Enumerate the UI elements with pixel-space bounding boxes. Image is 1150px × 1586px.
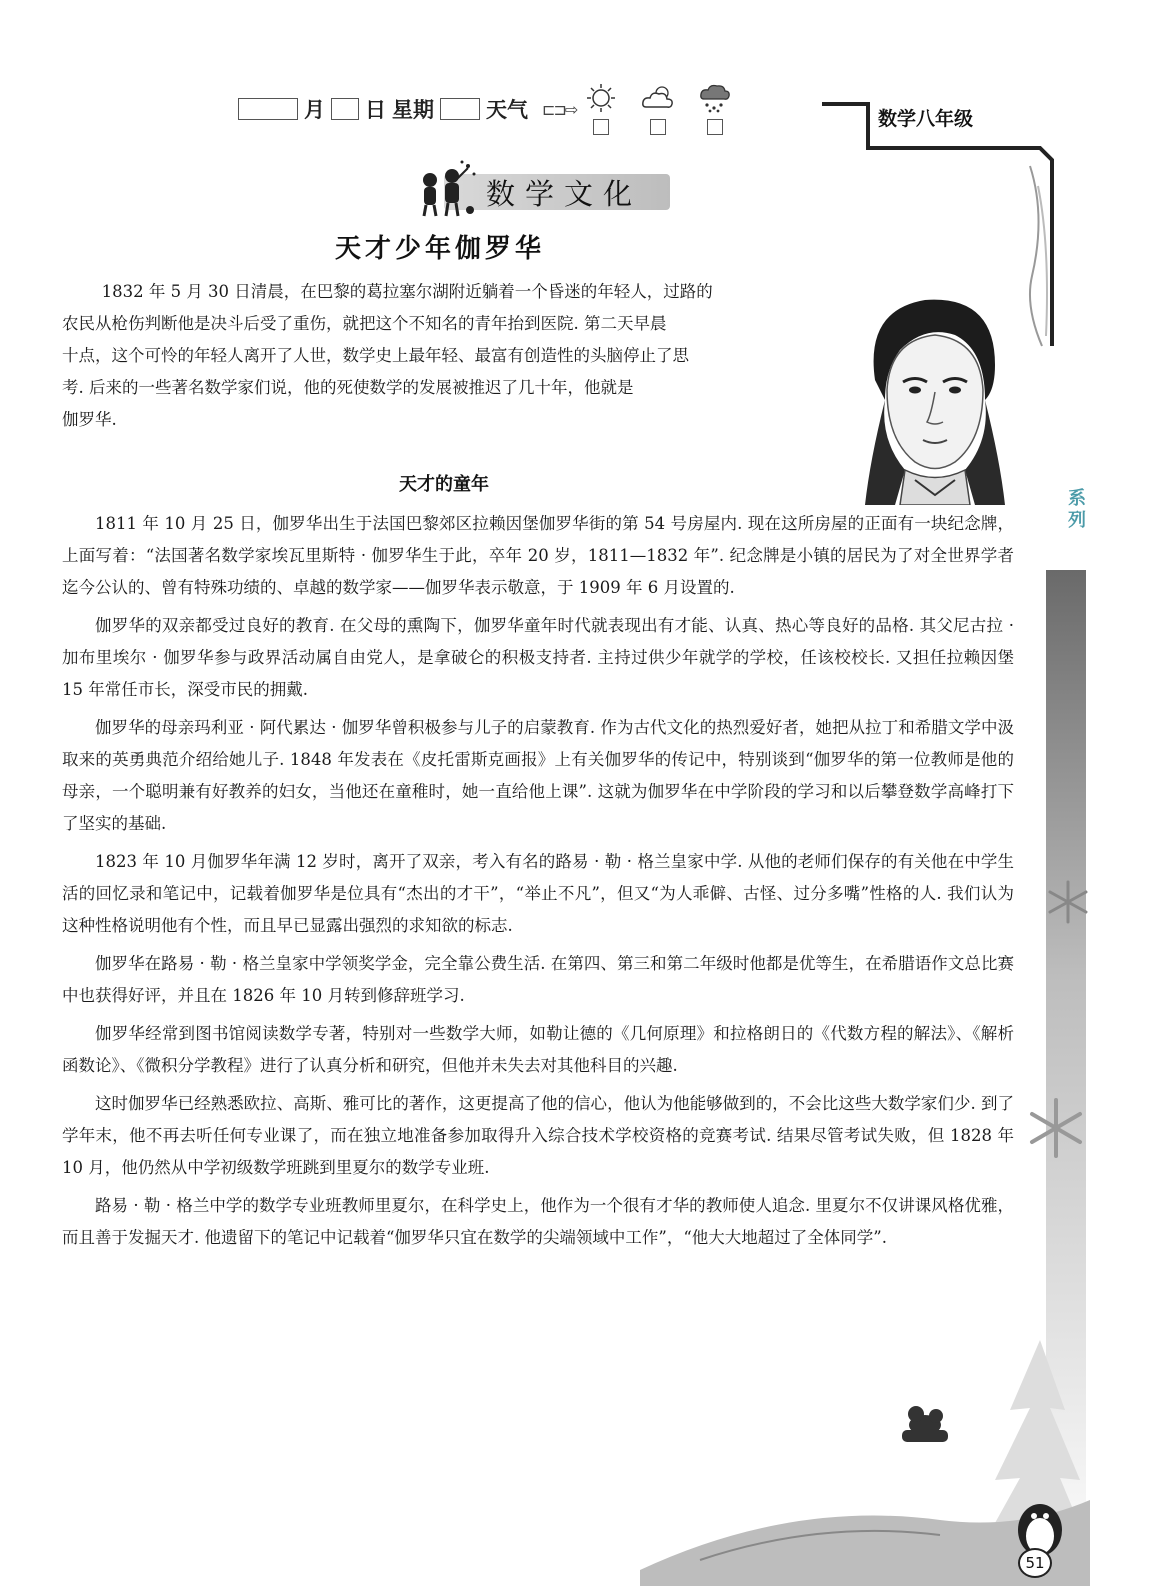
intro-line: 十点，这个可怜的年轻人离开了人世，数学史上最年轻、最富有创造性的头脑停止了思 (62, 346, 689, 365)
series-side-label: 系列 (1068, 488, 1086, 531)
section-title: 数学文化 (486, 177, 643, 211)
intro-paragraph (62, 276, 826, 436)
intro-line: 伽罗华. (62, 410, 117, 429)
day-label: 日 (365, 98, 386, 122)
body-paragraph: 伽罗华经常到图书馆阅读数学专著，特别对一些数学大师，如勒让德的《几何原理》和拉格朗日的《代数方程的解法》、《解析函数论》、《微积分学教程》进行了认真分析和研究，但他并未失去对其他科目的兴趣. (62, 1024, 1014, 1075)
day-box[interactable] (331, 98, 359, 120)
body-paragraph: 1811 年 10 月 25 日，伽罗华出生于法国巴黎郊区拉赖因堡伽罗华街的第 54 号房屋内. 现在这所房屋的正面有一块纪念牌，上面写着：“法国著名数学家埃瓦里斯特 · 伽罗华生于此，卒年 20 岁，1811—1832 年”. 纪念牌是小镇的居民为了对全世界学者迄今公认的、曾有特殊功绩的、卓越的数学家——伽罗华表示敬意，于 1909 年 6 月设置的. (62, 514, 1014, 597)
intro-line: 农民从枪伤判断他是决斗后受了重伤，就把这个不知名的青年抬到医院. 第二天早晨 (62, 314, 667, 333)
snow-cloud-icon (698, 83, 732, 113)
snowflake-icon (1046, 880, 1090, 924)
weekday-label: 星期 (392, 98, 434, 122)
article-title: 天才少年伽罗华 (334, 234, 545, 264)
cloudy-checkbox[interactable] (650, 119, 666, 135)
galois-portrait (845, 280, 1015, 505)
subheading: 天才的童年 (399, 474, 489, 495)
weather-option-cloudy[interactable] (640, 83, 676, 135)
body-paragraph: 伽罗华的母亲玛利亚 · 阿代累达 · 伽罗华曾积极参与儿子的启蒙教育. 作为古代文化的热烈爱好者，她把从拉丁和希腊文学中汲取来的英勇典范介绍给她儿子. 1848 年发表在《皮托雷斯克画报》上有关伽罗华的传记中，特别谈到“伽罗华的第一位教师是他的母亲，一个聪明兼有好教养的妇女，当他还在童稚时，她一直给他上课”. 这就为伽罗华在中学阶段的学习和以后攀登数学高峰打下了坚实的基础. (62, 718, 1014, 833)
sun-checkbox[interactable] (593, 119, 609, 135)
cloud-icon (640, 83, 676, 113)
arrow-icon: ⊏⊐⇨ (542, 99, 577, 119)
month-label: 月 (304, 98, 325, 122)
sun-icon (584, 83, 618, 113)
intro-line: 1832 年 5 月 30 日清晨，在巴黎的葛拉塞尔湖附近躺着一个昏迷的年轻人，过路的 (101, 282, 713, 301)
weekday-box[interactable] (440, 98, 480, 120)
snow-checkbox[interactable] (707, 119, 723, 135)
snowflake-icon (1024, 1096, 1088, 1160)
weather-option-snow[interactable] (698, 83, 732, 135)
weather-label: 天气 (486, 98, 528, 122)
body-paragraph: 这时伽罗华已经熟悉欧拉、高斯、雅可比的著作，这更提高了他的信心，他认为他能够做到的，不会比这些大数学家们少. 到了学年末，他不再去听任何专业课了，而在独立地准备参加取得升入综合技术学校资格的竞赛考试. 结果尽管考试失败，但 1828 年 10 月，他仍然从中学初级数学班跳到里夏尔的数学专业班. (62, 1094, 1014, 1177)
weather-option-sun[interactable] (584, 83, 618, 135)
section-banner (414, 158, 674, 220)
people-watching-stars-icon (414, 158, 480, 220)
page-number: 51 (1018, 1548, 1052, 1578)
article-body (62, 508, 1014, 1260)
body-paragraph: 1823 年 10 月伽罗华年满 12 岁时，离开了双亲，考入有名的路易 · 勒 · 格兰皇家中学. 从他的老师们保存的有关他在中学生活的回忆录和笔记中，记载着伽罗华是位具有“杰出的才干”，“举止不凡”，但又“为人乖僻、古怪、过分多嘴”性格的人. 我们认为这种性格说明他有个性，而且早已显露出强烈的求知欲的标志. (62, 852, 1014, 935)
body-paragraph: 伽罗华在路易 · 勒 · 格兰皇家中学领奖学金，完全靠公费生活. 在第四、第三和第二年级时他都是优等生，在希腊语作文总比赛中也获得好评，并且在 1826 年 10 月转到修辞班学习. (62, 954, 1014, 1005)
grade-label: 数学八年级 (878, 108, 974, 130)
date-weather-line (238, 94, 754, 124)
body-paragraph: 伽罗华的双亲都受过良好的教育. 在父母的熏陶下，伽罗华童年时代就表现出有才能、认真、热心等良好的品格. 其父尼古拉 · 加布里埃尔 · 伽罗华参与政界活动属自由党人，是拿破仑的积极支持者. 主持过供少年就学的学校，任该校校长. 又担任拉赖因堡 15 年常任市长，深受市民的拥戴. (62, 616, 1014, 699)
body-paragraph: 路易 · 勒 · 格兰中学的数学专业班教师里夏尔，在科学史上，他作为一个很有才华的教师使人追念. 里夏尔不仅讲课风格优雅，而且善于发掘天才. 他遗留下的笔记中记载着“伽罗华只宜在数学的尖端领域中工作”，“他大大地超过了全体同学”. (62, 1196, 1014, 1247)
month-box[interactable] (238, 98, 298, 120)
intro-line: 考. 后来的一些著名数学家们说，他的死使数学的发展被推迟了几十年，他就是 (62, 378, 634, 397)
